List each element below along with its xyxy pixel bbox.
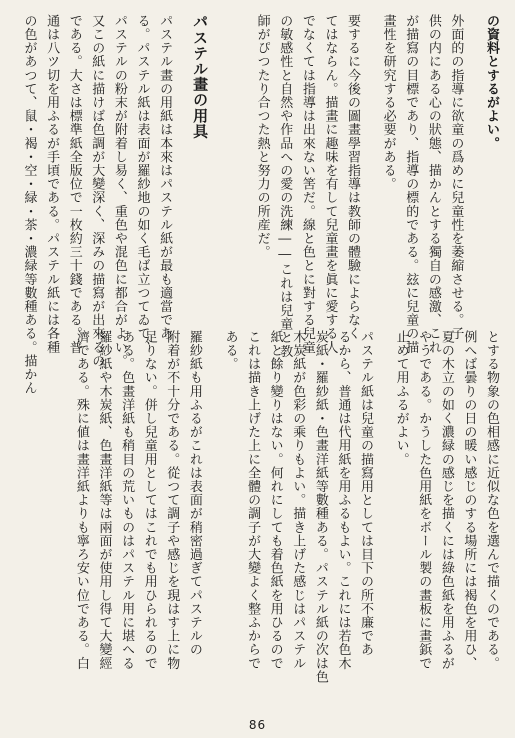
text-column: とする物象の色相感に近似な色を選んで描くのである。: [484, 330, 499, 670]
text-column: 夏の木立の如く濃緑の感じを描くには綠色紙を用ふるが: [438, 330, 454, 670]
text-column: の敏感性と自然や作品への愛の洗練――これは兒童と教: [277, 14, 293, 358]
text-column: 濟である。殊に値は畫洋紙よりも寧ろ安い位である。白: [73, 330, 89, 670]
text-column: 畫性を研究する必要がある。: [380, 14, 396, 191]
text-column: 羅紗紙も用ふるがこれは表面が稍密過ぎてパステルの: [186, 330, 202, 657]
text-column: 足りない。併し兒童用としてはこれでも用ひられるので: [141, 330, 157, 670]
page-number: 86: [248, 718, 267, 732]
text-column: 要するに今後の圖畫學習指導は教師の體驗によらなく: [345, 14, 361, 341]
text-column: 羅紗紙や木炭紙、色畫洋紙等は兩面が使用し得て大變經: [96, 330, 112, 670]
text-column: が描寫の目標であり、指導の標的である。玆に兒童の描: [403, 14, 419, 354]
text-column: る。パステル紙は表面が羅紗地の如く毛ば立つてゐて、: [134, 14, 150, 354]
text-column: 例へば曇りの日の暖い感じのする場所には褐色を用ひ、: [461, 330, 477, 670]
text-column: 又この紙に描けば色調が大變深く、深みの描寫が出來るの: [89, 14, 105, 368]
text-column: 外面的の指導に欲童の爲めに兒童性を萎縮させる。子: [448, 14, 464, 341]
text-column: 炭紙・羅紗紙・色畫洋紙等數種ある。パステル紙の次は色: [312, 330, 328, 684]
lower-text-block: [38, 330, 502, 718]
text-column: 附着が不十分である。從つて調子や感じを現はす上に物: [164, 330, 180, 670]
text-column: である。大さは標準紙全版位で一枚約三十錢である。普: [66, 14, 82, 354]
text-column: 木炭紙が色彩の乘りもよい。描き上げた感じはパステル: [290, 330, 306, 670]
section-heading: パステル畫の用具: [191, 14, 210, 139]
text-column: の色があつて、鼠・褐・空・緑・茶・濃緑等數種ある。描かん: [21, 14, 37, 395]
text-column: 紙と餘り變りはない。何れにしても着色紙を用ひるので: [267, 330, 283, 670]
text-column: 止めて用ふるがよい。: [393, 330, 409, 466]
text-column: これは描き上げた上に全體の調子が大變よく整ふからで: [245, 330, 261, 670]
text-column: てはならん。描畫に趣味を有して兒童畫を眞に愛する人: [322, 14, 338, 354]
text-column: 師がぴつたり合つた熱と努力の所産だ。: [254, 14, 270, 259]
text-column: ある。色畫洋紙も稍目の荒いものはパステル用に堪へる: [119, 330, 135, 670]
text-column: ある。: [222, 330, 238, 371]
text-column: 通は八ツ切を用ふるが手頃である。パステル紙には各種: [44, 14, 60, 354]
upper-text-block: [21, 14, 502, 395]
text-column: るから、普通は代用紙を用ふるもよい。これには若色木: [335, 330, 351, 670]
text-column: パステルの粉末が附着し易く、重色や混色に都合がよい。: [111, 14, 127, 368]
text-column: パステル紙は兒童の描寫用としては目下の所不廉であ: [358, 330, 374, 657]
text-column: の資料とするがよい。: [484, 14, 499, 150]
text-column: パステル畫の用紙は本來はパステル紙が最も適當であ: [157, 14, 173, 341]
text-column: やうである。かうした色用紙をボール製の畫板に畫鋲で: [416, 330, 432, 670]
text-column: 供の内にある心の狀態、描かんとする獨自の感激、これ: [425, 14, 441, 354]
text-column: でなくては指導は出來ない筈だ。線と色とに對する兒童: [299, 14, 315, 354]
